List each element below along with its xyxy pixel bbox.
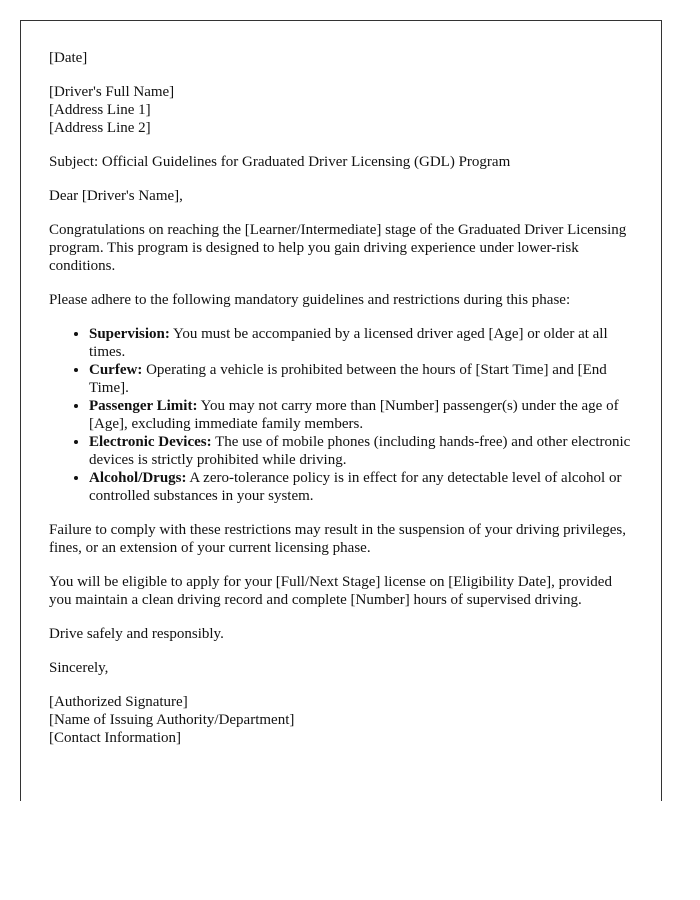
guideline-item <box>89 325 633 361</box>
salutation: Dear [Driver's Name], <box>49 188 183 204</box>
guideline-label: Electronic Devices: <box>89 434 212 450</box>
guideline-text: Operating a vehicle is prohibited between the hours of [Start Time] and [End Time]. <box>89 362 607 396</box>
guideline-item <box>89 433 633 469</box>
guideline-item <box>89 397 633 433</box>
guideline-label: Alcohol/Drugs: <box>89 470 187 486</box>
recipient-address-line-2: [Address Line 2] <box>49 120 151 136</box>
guidelines-list <box>49 325 633 505</box>
guideline-text: You may not carry more than [Number] passenger(s) under the age of [Age], excluding immediate family members. <box>89 398 619 432</box>
guideline-item <box>89 361 633 397</box>
guideline-text: A zero-tolerance policy is in effect for any detectable level of alcohol or controlled substances in your system. <box>89 470 622 504</box>
eligibility-paragraph: You will be eligible to apply for your [Full/Next Stage] license on [Eligibility Date], provided you maintain a clean driving record and complete [Number] hours of supervised driving. <box>49 574 612 608</box>
guideline-text: The use of mobile phones (including hands-free) and other electronic devices is strictly prohibited while driving. <box>89 434 631 468</box>
contact-information: [Contact Information] <box>49 730 182 746</box>
recipient-block <box>49 83 633 137</box>
letter-page <box>20 20 662 801</box>
authorized-signature: [Authorized Signature] <box>49 694 188 710</box>
intro-paragraph: Congratulations on reaching the [Learner/Intermediate] stage of the Graduated Driver Licensing program. This program is designed to help you gain driving experience under lower-risk conditions. <box>49 222 627 274</box>
closing-note: Drive safely and responsibly. <box>49 626 224 642</box>
guideline-label: Passenger Limit: <box>89 398 198 414</box>
guidelines-intro: Please adhere to the following mandatory guidelines and restrictions during this phase: <box>49 292 571 308</box>
guideline-label: Curfew: <box>89 362 143 378</box>
guideline-label: Supervision: <box>89 326 170 342</box>
recipient-address-line-1: [Address Line 1] <box>49 102 151 118</box>
recipient-name: [Driver's Full Name] <box>49 84 175 100</box>
guideline-text: You must be accompanied by a licensed driver aged [Age] or older at all times. <box>89 326 608 360</box>
warning-paragraph: Failure to comply with these restrictions may result in the suspension of your driving privileges, fines, or an extension of your current licensing phase. <box>49 522 626 556</box>
date: [Date] <box>49 50 88 66</box>
sign-off: Sincerely, <box>49 660 109 676</box>
signature-block <box>49 693 633 747</box>
guideline-item <box>89 469 633 505</box>
issuing-authority: [Name of Issuing Authority/Department] <box>49 712 295 728</box>
subject: Subject: Official Guidelines for Graduated Driver Licensing (GDL) Program <box>49 154 511 170</box>
